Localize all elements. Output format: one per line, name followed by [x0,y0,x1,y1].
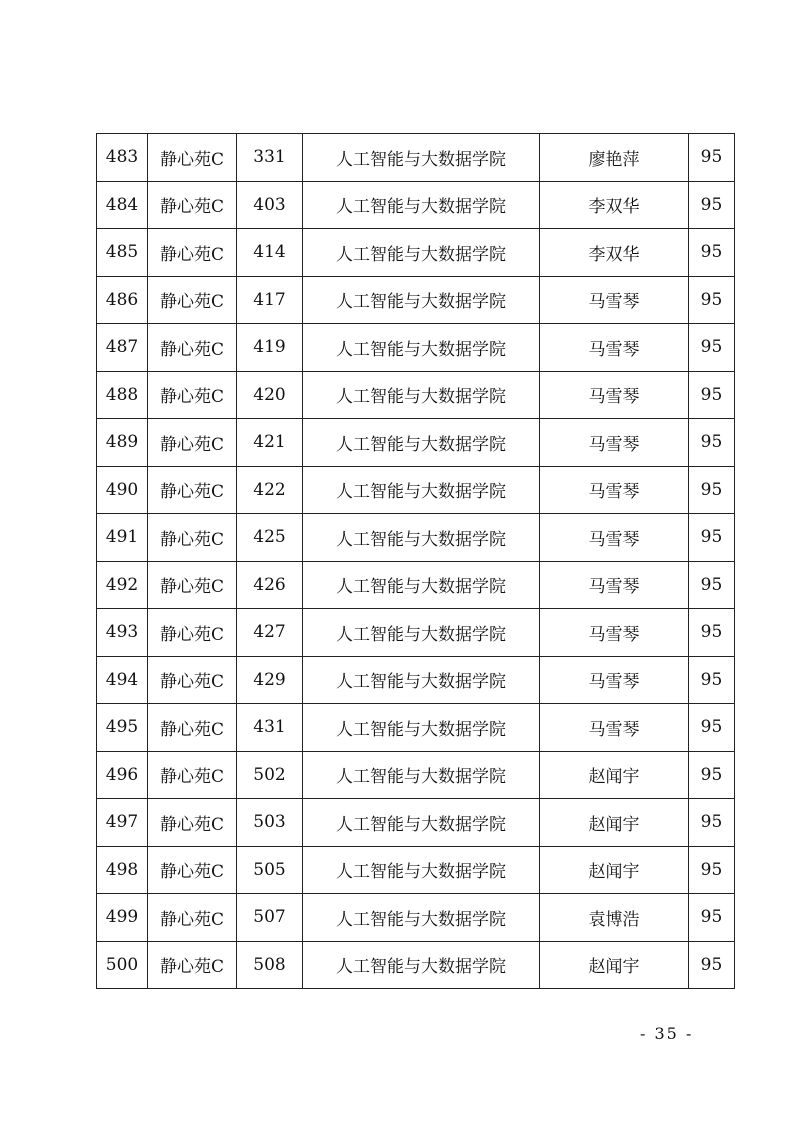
table-body [97,134,735,989]
building-cell: 静心苑C [148,846,237,894]
college-cell: 人工智能与大数据学院 [303,514,540,562]
score-cell: 95 [689,894,735,942]
table-row [97,324,735,372]
building-cell: 静心苑C [148,134,237,182]
building-cell: 静心苑C [148,609,237,657]
score-cell: 95 [689,656,735,704]
table-row [97,371,735,419]
score-cell: 95 [689,846,735,894]
row-number-cell: 484 [97,181,148,229]
college-cell: 人工智能与大数据学院 [303,181,540,229]
score-cell: 95 [689,466,735,514]
room-cell: 426 [237,561,303,609]
page-number: - 35 - [640,1024,694,1043]
score-cell: 95 [689,704,735,752]
person-cell: 李双华 [540,229,689,277]
building-cell: 静心苑C [148,419,237,467]
table-row [97,229,735,277]
room-cell: 417 [237,276,303,324]
score-cell: 95 [689,561,735,609]
room-cell: 421 [237,419,303,467]
score-cell: 95 [689,419,735,467]
college-cell: 人工智能与大数据学院 [303,134,540,182]
row-number-cell: 488 [97,371,148,419]
score-cell: 95 [689,751,735,799]
row-number-cell: 487 [97,324,148,372]
row-number-cell: 491 [97,514,148,562]
row-number-cell: 500 [97,941,148,989]
building-cell: 静心苑C [148,799,237,847]
table-row [97,419,735,467]
row-number-cell: 497 [97,799,148,847]
score-cell: 95 [689,371,735,419]
person-cell: 马雪琴 [540,371,689,419]
college-cell: 人工智能与大数据学院 [303,609,540,657]
table-row [97,134,735,182]
row-number-cell: 485 [97,229,148,277]
person-cell: 廖艳萍 [540,134,689,182]
room-cell: 429 [237,656,303,704]
building-cell: 静心苑C [148,276,237,324]
row-number-cell: 495 [97,704,148,752]
row-number-cell: 499 [97,894,148,942]
score-cell: 95 [689,134,735,182]
room-cell: 414 [237,229,303,277]
row-number-cell: 483 [97,134,148,182]
table-row [97,704,735,752]
score-cell: 95 [689,324,735,372]
building-cell: 静心苑C [148,229,237,277]
building-cell: 静心苑C [148,704,237,752]
room-cell: 503 [237,799,303,847]
score-cell: 95 [689,181,735,229]
college-cell: 人工智能与大数据学院 [303,799,540,847]
table-row [97,846,735,894]
building-cell: 静心苑C [148,514,237,562]
building-cell: 静心苑C [148,324,237,372]
person-cell: 马雪琴 [540,419,689,467]
building-cell: 静心苑C [148,656,237,704]
score-cell: 95 [689,609,735,657]
room-cell: 419 [237,324,303,372]
score-cell: 95 [689,941,735,989]
person-cell: 马雪琴 [540,656,689,704]
room-cell: 431 [237,704,303,752]
row-number-cell: 496 [97,751,148,799]
room-cell: 502 [237,751,303,799]
person-cell: 马雪琴 [540,561,689,609]
person-cell: 马雪琴 [540,609,689,657]
room-cell: 331 [237,134,303,182]
college-cell: 人工智能与大数据学院 [303,561,540,609]
room-cell: 505 [237,846,303,894]
college-cell: 人工智能与大数据学院 [303,846,540,894]
table-row [97,799,735,847]
score-cell: 95 [689,799,735,847]
row-number-cell: 493 [97,609,148,657]
room-cell: 420 [237,371,303,419]
table-row [97,466,735,514]
room-cell: 425 [237,514,303,562]
room-cell: 508 [237,941,303,989]
college-cell: 人工智能与大数据学院 [303,894,540,942]
room-cell: 422 [237,466,303,514]
college-cell: 人工智能与大数据学院 [303,276,540,324]
building-cell: 静心苑C [148,181,237,229]
table-row [97,561,735,609]
college-cell: 人工智能与大数据学院 [303,371,540,419]
college-cell: 人工智能与大数据学院 [303,324,540,372]
table-row [97,609,735,657]
college-cell: 人工智能与大数据学院 [303,656,540,704]
table-row [97,181,735,229]
row-number-cell: 489 [97,419,148,467]
row-number-cell: 486 [97,276,148,324]
dorm-score-table [96,133,735,989]
person-cell: 马雪琴 [540,324,689,372]
score-cell: 95 [689,229,735,277]
person-cell: 马雪琴 [540,704,689,752]
row-number-cell: 498 [97,846,148,894]
person-cell: 赵闻宇 [540,751,689,799]
person-cell: 马雪琴 [540,276,689,324]
room-cell: 507 [237,894,303,942]
building-cell: 静心苑C [148,561,237,609]
college-cell: 人工智能与大数据学院 [303,941,540,989]
college-cell: 人工智能与大数据学院 [303,466,540,514]
building-cell: 静心苑C [148,894,237,942]
college-cell: 人工智能与大数据学院 [303,751,540,799]
person-cell: 赵闻宇 [540,941,689,989]
college-cell: 人工智能与大数据学院 [303,419,540,467]
table-row [97,751,735,799]
row-number-cell: 494 [97,656,148,704]
score-cell: 95 [689,276,735,324]
table-row [97,276,735,324]
person-cell: 李双华 [540,181,689,229]
building-cell: 静心苑C [148,371,237,419]
table-row [97,894,735,942]
building-cell: 静心苑C [148,941,237,989]
person-cell: 马雪琴 [540,466,689,514]
person-cell: 赵闻宇 [540,799,689,847]
score-cell: 95 [689,514,735,562]
person-cell: 赵闻宇 [540,846,689,894]
college-cell: 人工智能与大数据学院 [303,229,540,277]
room-cell: 403 [237,181,303,229]
table-row [97,941,735,989]
person-cell: 袁博浩 [540,894,689,942]
room-cell: 427 [237,609,303,657]
table-row [97,656,735,704]
college-cell: 人工智能与大数据学院 [303,704,540,752]
row-number-cell: 492 [97,561,148,609]
building-cell: 静心苑C [148,751,237,799]
building-cell: 静心苑C [148,466,237,514]
table-row [97,514,735,562]
person-cell: 马雪琴 [540,514,689,562]
row-number-cell: 490 [97,466,148,514]
